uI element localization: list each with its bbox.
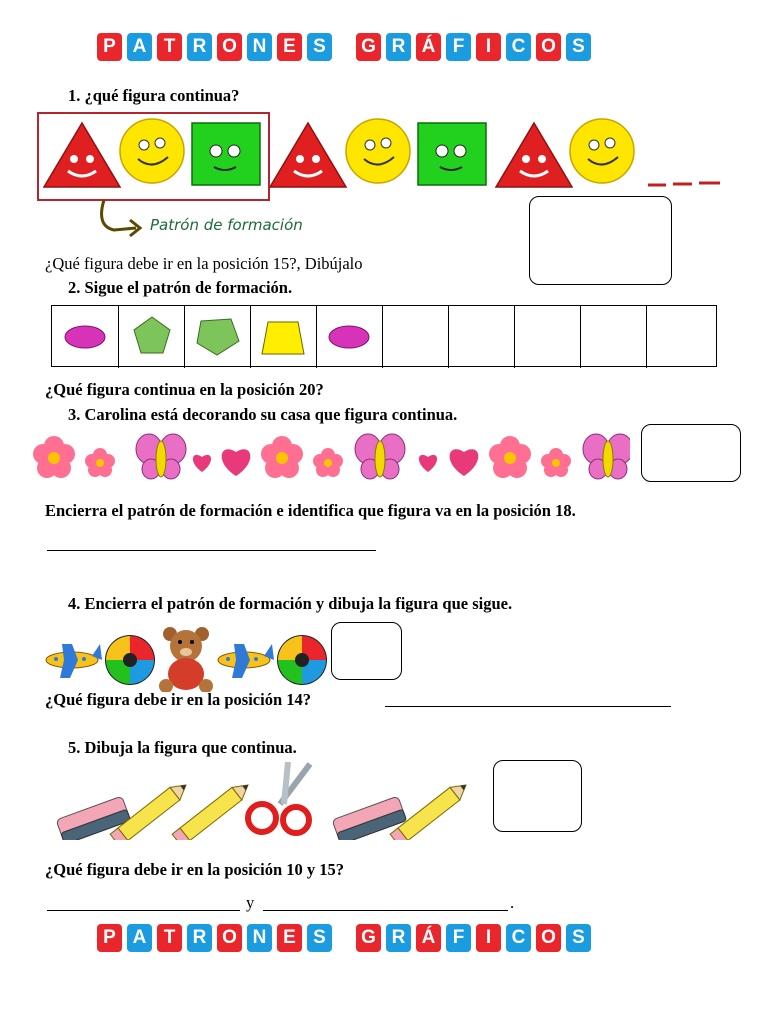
q3-title: 3. Carolina está decorando su casa que figura continua. [68, 405, 458, 424]
title-letter: A [127, 33, 152, 61]
airplane-icon [46, 644, 102, 678]
title-letter: S [566, 33, 591, 61]
title-letter: O [536, 33, 561, 61]
q3-answer-box[interactable] [641, 424, 741, 482]
ellipse-icon [328, 324, 370, 350]
pentagon-icon [195, 317, 241, 357]
flower-icon [85, 448, 115, 477]
heart-icon [193, 455, 211, 472]
flower-icon [489, 436, 531, 478]
q3-question: Encierra el patrón de formación e identifica que figura va en la posición 18. [45, 501, 576, 520]
flower-icon [33, 436, 75, 478]
sun-face-icon [570, 119, 634, 183]
grid-cell[interactable] [580, 306, 647, 368]
grid-cell[interactable] [184, 306, 251, 368]
q1-title: 1. ¿qué figura continua? [68, 86, 240, 105]
q4-answer-line[interactable] [385, 706, 671, 707]
triangle-face-icon [270, 123, 346, 187]
title-letter: T [157, 33, 182, 61]
q4-question: ¿Qué figura debe ir en la posición 14? [45, 690, 311, 709]
ball-icon [105, 635, 155, 685]
title-letter: O [217, 924, 242, 952]
q5-question: ¿Qué figura debe ir en la posición 10 y 15? [45, 860, 344, 879]
scissors-icon [248, 762, 310, 833]
title-letter: I [476, 33, 501, 61]
title-letter: O [217, 33, 242, 61]
q3-sequence [30, 430, 630, 490]
title-letter: R [386, 924, 411, 952]
title-letter: N [247, 33, 272, 61]
q1-sequence [40, 115, 740, 205]
heart-icon [222, 449, 251, 476]
grid-cell[interactable] [646, 306, 712, 368]
grid-cell[interactable] [316, 306, 383, 368]
sun-face-icon [346, 119, 410, 183]
q4-title: 4. Encierra el patrón de formación y dibuja la figura que sigue. [68, 594, 513, 613]
title-letter: S [566, 924, 591, 952]
grid-cell[interactable] [118, 306, 185, 368]
title-letter: P [97, 33, 122, 61]
title-letter: O [536, 924, 561, 952]
ball-icon [277, 635, 327, 685]
q2-title: 2. Sigue el patrón de formación. [68, 278, 293, 297]
butterfly-icon [583, 434, 630, 479]
q2-question: ¿Qué figura continua en la posición 20? [45, 380, 324, 399]
q1-question: ¿Qué figura debe ir en la posición 15?, Dibújalo [45, 254, 363, 273]
title-letter: S [307, 33, 332, 61]
title-letter: C [506, 924, 531, 952]
sun-face-icon [120, 119, 184, 183]
title-letter: E [277, 924, 302, 952]
flower-icon [313, 448, 343, 477]
triangle-face-icon [496, 123, 572, 187]
square-face-icon [192, 123, 260, 185]
trapezoid-icon [260, 320, 306, 356]
title-letter: S [307, 924, 332, 952]
title-letter: R [187, 924, 212, 952]
title-letter: G [356, 924, 381, 952]
square-face-icon [418, 123, 486, 185]
q1-arrow-icon [90, 198, 150, 242]
q1-answer-box[interactable] [529, 196, 672, 285]
pentagon-icon [132, 315, 172, 357]
footer-title [97, 924, 591, 952]
title-letter: Á [416, 33, 441, 61]
heart-icon [450, 449, 479, 476]
continuation-dashes [648, 183, 720, 185]
title-letter: G [356, 33, 381, 61]
q5-answer-line-2[interactable] [263, 910, 508, 911]
butterfly-icon [136, 434, 186, 479]
title-letter: C [506, 33, 531, 61]
q5-end: . [510, 893, 515, 912]
teddy-bear-icon [159, 627, 213, 692]
q5-title: 5. Dibuja la figura que continua. [68, 738, 297, 757]
grid-cell[interactable] [250, 306, 317, 368]
title-letter: E [277, 33, 302, 61]
q5-answer-box[interactable] [493, 760, 582, 832]
flower-icon [261, 436, 303, 478]
title-letter: N [247, 924, 272, 952]
grid-cell[interactable] [382, 306, 449, 368]
q3-answer-line[interactable] [47, 550, 376, 551]
title-letter: T [157, 924, 182, 952]
title-letter: P [97, 924, 122, 952]
title-letter: A [127, 924, 152, 952]
triangle-face-icon [44, 123, 120, 187]
heart-icon [419, 455, 437, 472]
butterfly-icon [355, 434, 405, 479]
header-title [97, 33, 591, 61]
q4-answer-box[interactable] [331, 622, 402, 680]
airplane-icon [218, 644, 274, 678]
grid-cell[interactable] [52, 306, 119, 368]
pattern-note: Patrón de formación [150, 216, 303, 234]
title-letter: F [446, 924, 471, 952]
q5-joiner: y [246, 893, 255, 912]
grid-cell[interactable] [448, 306, 515, 368]
title-letter: I [476, 924, 501, 952]
q4-sequence [44, 622, 334, 692]
q5-answer-line-1[interactable] [47, 910, 240, 911]
title-letter: Á [416, 924, 441, 952]
q2-grid [51, 305, 717, 367]
ellipse-icon [64, 324, 106, 350]
flower-icon [541, 448, 571, 477]
grid-cell[interactable] [514, 306, 581, 368]
title-letter: F [446, 33, 471, 61]
title-letter: R [187, 33, 212, 61]
q5-sequence [50, 760, 490, 840]
title-letter: R [386, 33, 411, 61]
